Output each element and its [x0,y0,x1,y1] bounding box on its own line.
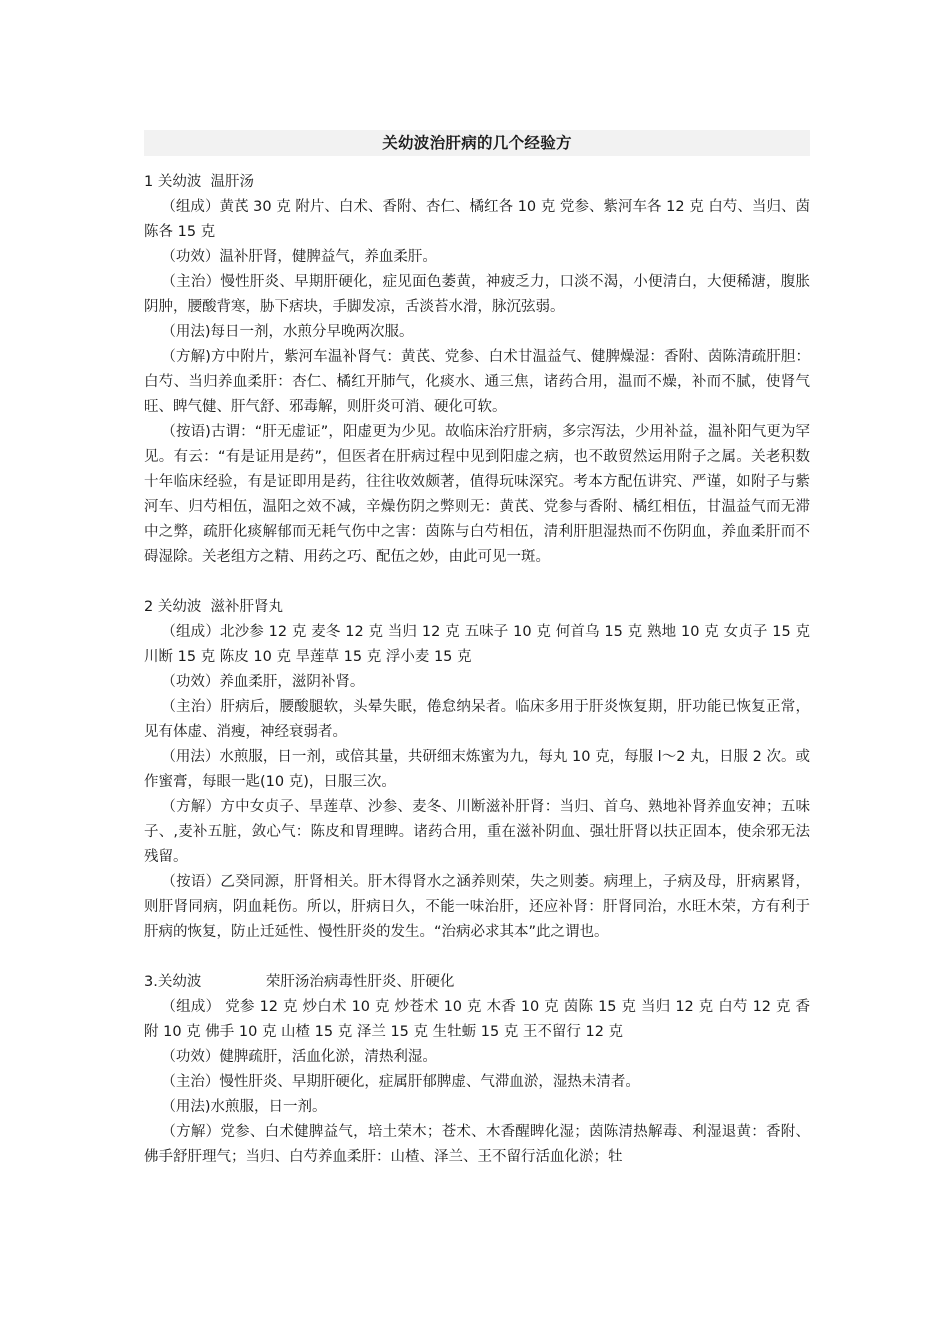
paragraph: （按语）乙癸同源，肝肾相关。肝木得肾水之涵养则荣，失之则萎。病理上，子病及母，肝病累肾，则肝肾同病，阴血耗伤。所以，肝病日久，不能一味治肝，还应补肾：肝肾同治，水旺木荣，方有利于肝病的恢复，防止迁延性、慢性肝炎的发生。“治病必求其本”此之谓也。 [144,874,810,940]
section-heading: 1 关幼波 温肝汤 [144,174,255,190]
paragraph: （功效）温补肝肾，健脾益气，养血柔肝。 [161,249,437,265]
paragraph: （方解）方中女贞子、旱莲草、沙参、麦冬、川断滋补肝肾：当归、首乌、熟地补肾养血安神；五味子、,麦补五脏，敛心气：陈皮和胃理睥。诸药合用，重在滋补阴血、强壮肝肾以扶正固本，使余邪无法残留。 [144,799,810,865]
section-heading: 3.关幼波 荣肝汤治病毒性肝炎、肝硬化 [144,974,455,990]
paragraph: （用法)每日一剂，水煎分早晚两次服。 [161,324,414,340]
section-2 [144,595,810,945]
section-1 [144,170,810,570]
paragraph: （用法)水煎服，日一剂。 [161,1099,327,1115]
paragraph: （主治）慢性肝炎、早期肝硬化，症见面色萎黄，神疲乏力，口淡不渴，小便清白，大便稀溏，腹胀阴肿，腰酸背寒，胁下痞块，手脚发凉，舌淡苔水滑，脉沉弦弱。 [144,274,810,315]
paragraph: （方解)方中附片，紫河车温补肾气：黄芪、党参、白术甘温益气、健脾燥湿：香附、茵陈清疏肝胆：白芍、当归养血柔肝：杏仁、橘红开肺气，化痰水、通三焦，诸药合用，温而不燥，补而不腻，使肾气旺、睥气健、肝气舒、邪毒解，则肝炎可消、硬化可软。 [144,349,810,415]
paragraph: （主治）肝病后，腰酸腿软，头晕失眠，倦怠纳呆者。临床多用于肝炎恢复期，肝功能已恢复正常，见有体虚、消瘦，神经衰弱者。 [144,699,810,740]
document-page [144,130,810,1170]
section-heading: 2 关幼波 滋补肝肾丸 [144,599,284,615]
paragraph: （组成）黄芪 30 克 附片、白术、香附、杏仁、橘红各 10 克 党参、紫河车各 12 克 白芍、当归、茵陈各 15 克 [144,199,810,240]
paragraph: （组成）北沙参 12 克 麦冬 12 克 当归 12 克 五味子 10 克 何首乌 15 克 熟地 10 克 女贞子 15 克 川断 15 克 陈皮 10 克 旱莲草 15 克 浮小麦 15 克 [144,624,810,665]
paragraph: （用法）水煎服，日一剂，或倍其量，共研细末炼蜜为九，每丸 10 克，每服 l～2 丸，日服 2 次。或作蜜膏，每眼一匙(10 克)，日服三次。 [144,749,810,790]
paragraph: （功效）养血柔肝，滋阴补肾。 [161,674,365,690]
document-title: 关幼波治肝病的几个经验方 [144,130,810,156]
paragraph: （主治）慢性肝炎、早期肝硬化，症属肝郁脾虚、气滞血淤，湿热未清者。 [161,1074,640,1090]
section-3 [144,970,810,1170]
paragraph: （按语)古谓：“肝无虚证”，阳虚更为少见。故临床治疗肝病，多宗泻法，少用补益，温补阳气更为罕见。有云：“有是证用是药”，但医者在肝病过程中见到阳虚之病，也不敢贸然运用附子之属。关老积数十年临床经验，有是证即用是药，往往收效颇著，值得玩味深究。考本方配伍讲究、严谨，如附子与紫河车、归芍相伍，温阳之效不减，辛燥伤阴之弊则无：黄芪、党参与香附、橘红相伍，甘温益气而无滞中之弊，疏肝化痰解郁而无耗气伤中之害：茵陈与白芍相伍，清利肝胆湿热而不伤阴血，养血柔肝而不碍湿除。关老组方之精、用药之巧、配伍之妙，由此可见一斑。 [144,424,810,565]
paragraph: （功效）健脾疏肝，活血化淤，清热利湿。 [161,1049,437,1065]
paragraph: （组成） 党参 12 克 炒白术 10 克 炒苍术 10 克 木香 10 克 茵陈 15 克 当归 12 克 白芍 12 克 香附 10 克 佛手 10 克 山楂 15 克 泽兰 15 克 生牡蛎 15 克 王不留行 12 克 [144,999,810,1040]
paragraph: （方解）党参、白术健脾益气，培土荣木；苍术、木香醒睥化湿；茵陈清热解毒、利湿退黄：香附、佛手舒肝理气；当归、白芍养血柔肝：山楂、泽兰、王不留行活血化淤；牡 [144,1124,810,1165]
